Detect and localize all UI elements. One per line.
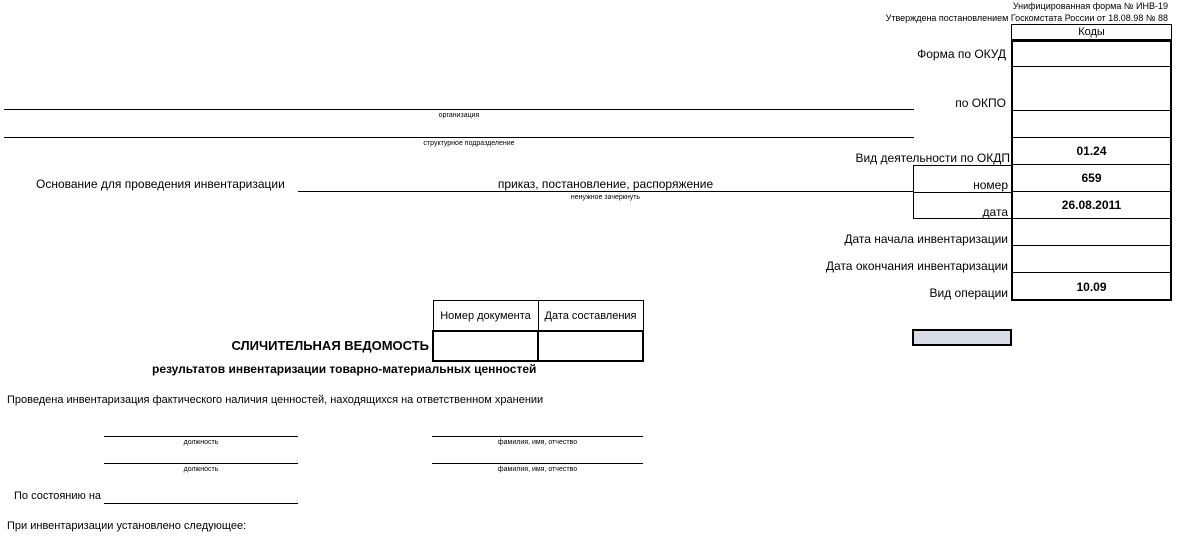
document-subtitle: результатов инвентаризации товарно-материальных ценностей xyxy=(152,362,537,376)
organization-caption: организация xyxy=(438,112,480,119)
date-code-cell[interactable]: 26.08.2011 xyxy=(1011,192,1172,219)
okpo-code-cell-2[interactable] xyxy=(1011,111,1172,138)
approval-label: Утверждена постановлением Госкомстата России от 18.08.98 № 88 xyxy=(885,13,1168,23)
basis-value: приказ, постановление, распоряжение xyxy=(497,177,714,191)
basis-label: Основание для проведения инвентаризации xyxy=(36,177,285,191)
name-line-1[interactable] xyxy=(432,436,643,437)
document-number-table xyxy=(432,300,644,362)
division-line[interactable] xyxy=(4,137,914,138)
okdp-code-cell[interactable]: 01.24 xyxy=(1011,138,1172,165)
established-label: При инвентаризации установлено следующее: xyxy=(7,520,247,532)
as-of-label: По состоянию на xyxy=(14,490,102,502)
operation-label: Вид операции xyxy=(929,286,1008,300)
number-date-divider xyxy=(913,192,1012,193)
doc-date-header: Дата составления xyxy=(538,301,643,332)
doc-number-cell[interactable] xyxy=(433,331,538,361)
okpo-code-cell[interactable] xyxy=(1011,67,1172,111)
end-date-label: Дата окончания инвентаризации xyxy=(825,259,1008,273)
okpo-label: по ОКПО xyxy=(955,96,1006,110)
name-line-2[interactable] xyxy=(432,463,643,464)
division-caption: структурное подразделение xyxy=(423,140,515,147)
responsible-intro: Проведена инвентаризация фактического наличия ценностей, находящихся на ответственном хранении xyxy=(7,394,544,406)
okdp-label: Вид деятельности по ОКДП xyxy=(855,151,1010,165)
name-caption-1: фамилия, имя, отчество xyxy=(497,439,578,446)
organization-line[interactable] xyxy=(4,109,914,110)
doc-date-cell[interactable] xyxy=(538,331,643,361)
name-caption-2: фамилия, имя, отчество xyxy=(497,466,578,473)
position-line-2[interactable] xyxy=(104,463,298,464)
date-label: дата xyxy=(982,205,1008,219)
end-date-cell[interactable] xyxy=(1011,246,1172,273)
basis-caption: ненужное зачеркнуть xyxy=(570,194,641,201)
number-label: номер xyxy=(973,178,1008,192)
unified-form-label: Унифицированная форма № ИНВ-19 xyxy=(1012,1,1168,11)
document-title: СЛИЧИТЕЛЬНАЯ ВЕДОМОСТЬ xyxy=(231,338,429,353)
operation-code-cell[interactable]: 10.09 xyxy=(1011,273,1172,301)
okud-label: Форма по ОКУД xyxy=(917,47,1006,61)
doc-number-header: Номер документа xyxy=(433,301,538,332)
number-code-cell[interactable]: 659 xyxy=(1011,165,1172,192)
position-caption-1: должность xyxy=(183,439,219,446)
position-line-1[interactable] xyxy=(104,436,298,437)
position-caption-2: должность xyxy=(183,466,219,473)
marker-box xyxy=(912,329,1012,346)
okud-code-cell[interactable] xyxy=(1011,40,1172,67)
basis-line[interactable] xyxy=(298,191,913,192)
start-date-cell[interactable] xyxy=(1011,219,1172,246)
as-of-line[interactable] xyxy=(104,503,298,504)
codes-header: Коды xyxy=(1011,24,1172,40)
start-date-label: Дата начала инвентаризации xyxy=(844,232,1008,246)
